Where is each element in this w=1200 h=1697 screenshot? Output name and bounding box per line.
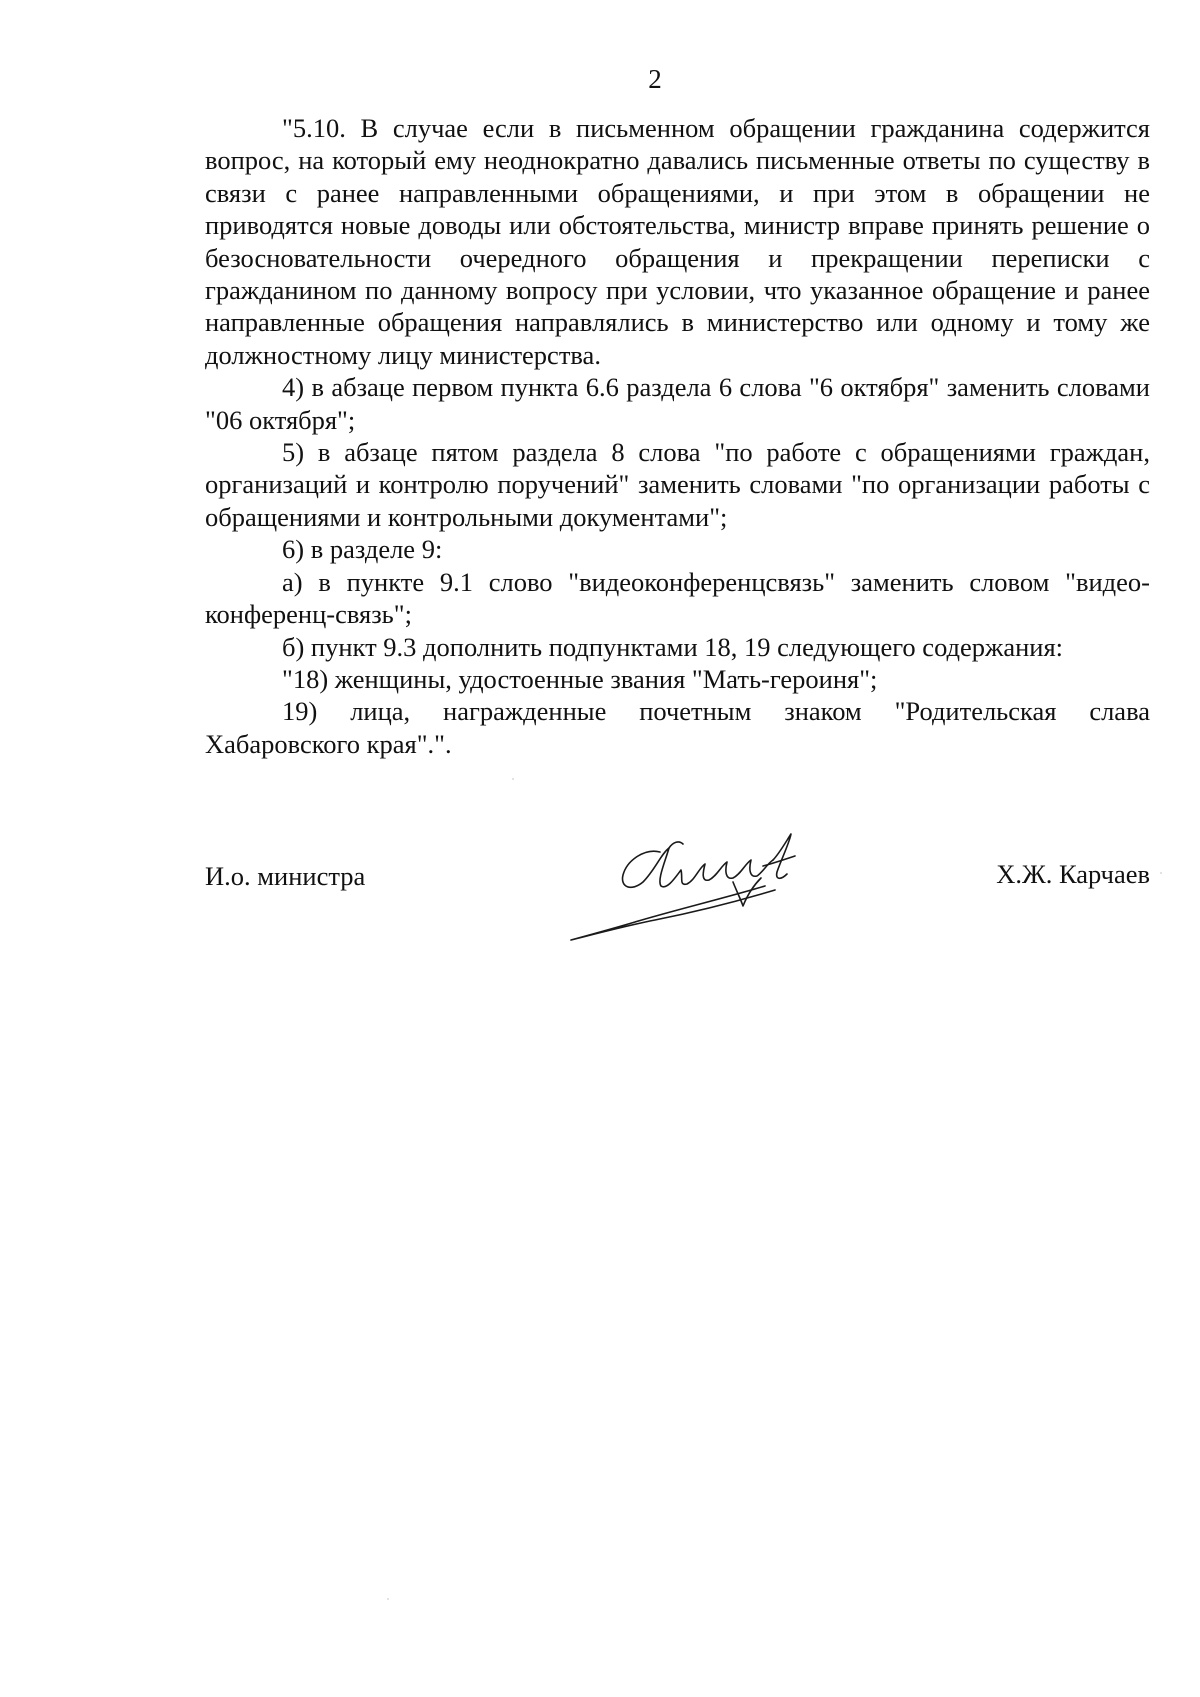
paragraph-item-4: 4) в абзаце первом пункта 6.6 раздела 6 слова "6 октября" заменить словами "06 октября";	[205, 372, 1150, 435]
paragraph-item-6b: б) пункт 9.3 дополнить подпунктами 18, 19 следующего содержания:	[282, 631, 1064, 662]
paragraph-item-5: 5) в абзаце пятом раздела 8 слова "по работе с обращениями граждан, организаций и контролю поручений" заменить словами "по организации работы с обращениями и контрольными документами";	[205, 437, 1150, 532]
page-number: 2	[648, 64, 662, 94]
signatory-name: Х.Ж. Карчаев	[996, 859, 1150, 889]
paragraph-item-6a: а) в пункте 9.1 слово "видеоконференцсвязь" заменить словом "видео-конференц-связь";	[205, 566, 1150, 630]
handwritten-signature	[565, 830, 845, 945]
signatory-title: И.о. министра	[205, 861, 366, 891]
document-body	[205, 112, 1150, 760]
scan-speck	[387, 1598, 389, 1600]
paragraph-item-6: 6) в разделе 9:	[282, 534, 443, 565]
scan-speck	[512, 778, 514, 780]
paragraph-5-10: "5.10. В случае если в письменном обращении гражданина содержится вопрос, на который ему неоднократно давались письменные ответы по существу в связи с ранее направленными обращениями, и при этом в обращении не приводятся новые доводы или обстоятельства, министр вправе принять решение о безосновательности очередного обращения и прекращении переписки с гражданином по данному вопросу при условии, что указанное обращение и ранее направленные обращения направлялись в министерство или одному и тому же должностному лицу министерства.	[205, 113, 1150, 370]
signature-block	[205, 838, 1150, 978]
scan-speck	[1160, 872, 1162, 874]
paragraph-subitem-19: 19) лица, награжденные почетным знаком "Родительская слава Хабаровского края".".	[205, 696, 1150, 759]
paragraph-subitem-18: "18) женщины, удостоенные звания "Мать-героиня";	[282, 663, 878, 694]
